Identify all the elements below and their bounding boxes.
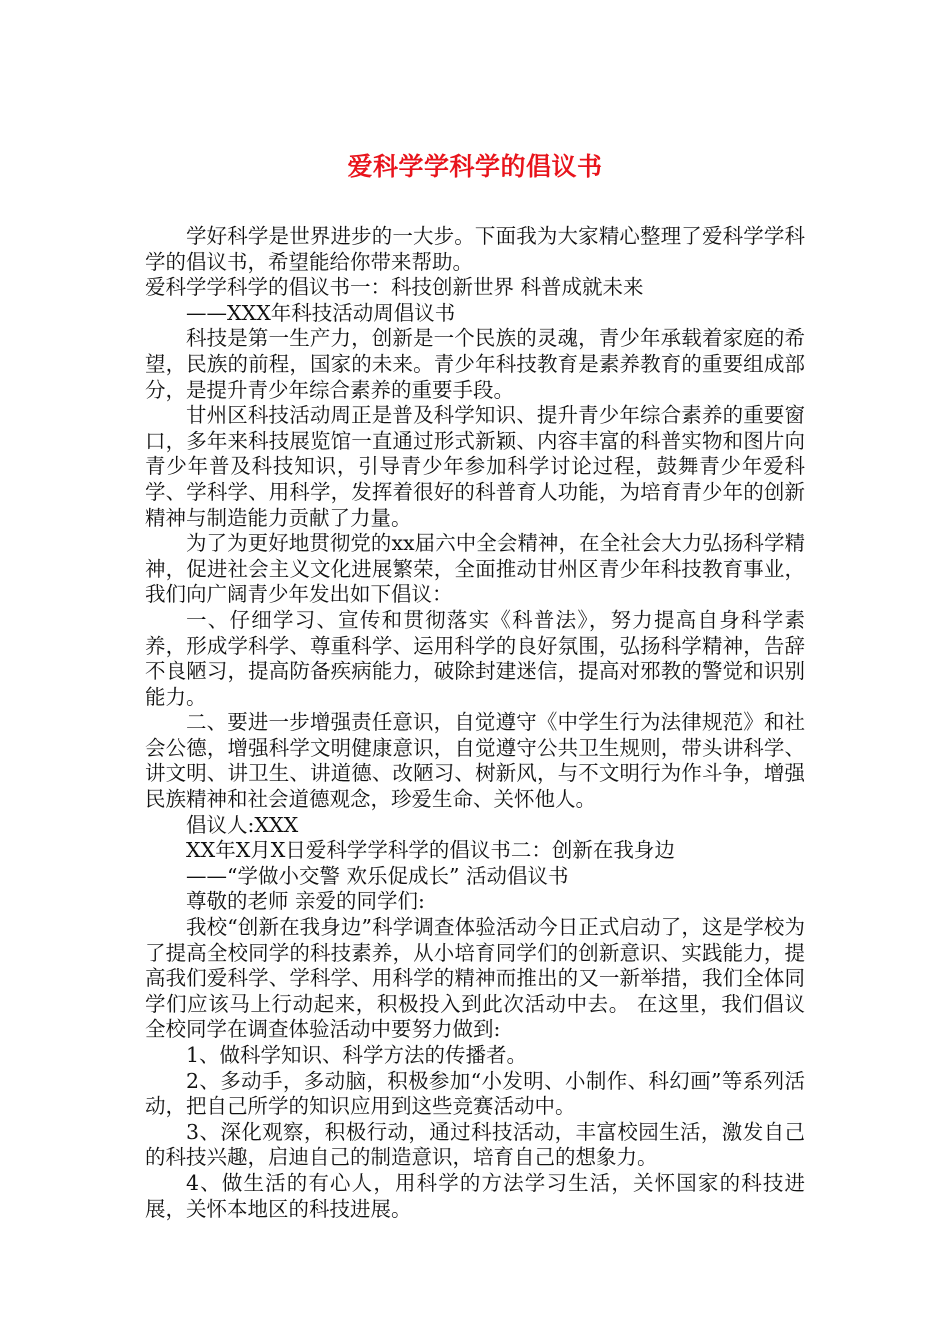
salutation: 尊敬的老师 亲爱的同学们: (186, 889, 425, 914)
list-item: 3、深化观察，积极行动，通过科技活动，丰富校园生活，激发自己的科技兴趣，启迪自己的制造意识，培育自己的想象力。 (145, 1119, 805, 1170)
section-heading-1: 爱科学学科学的倡议书一：科技创新世界 科普成就未来 (145, 275, 644, 300)
paragraph: 科技是第一生产力，创新是一个民族的灵魂，青少年承载着家庭的希望，民族的前程，国家的未来。青少年科技教育是素养教育的重要组成部分，是提升青少年综合素养的重要手段。 (145, 326, 805, 402)
document-title: 爱科学学科学的倡议书 (347, 151, 603, 181)
paragraph-intro: 学好科学是世界进步的一大步。下面我为大家精心整理了爱科学学科学的倡议书，希望能给你带来帮助。 (145, 224, 805, 274)
paragraph: 为了为更好地贯彻党的xx届六中全会精神，在全社会大力弘扬科学精神，促进社会主义文化进展繁荣，全面推动甘州区青少年科技教育事业，我们向广阔青少年发出如下倡议： (145, 531, 805, 607)
subtitle-2: ——“学做小交警 欢乐促成长” 活动倡议书 (186, 863, 569, 888)
date-and-section-heading-2: XX年X月X日爱科学学科学的倡议书二：创新在我身边 (186, 838, 675, 863)
paragraph: 甘州区科技活动周正是普及科学知识、提升青少年综合素养的重要窗口，多年来科技展览馆一直通过形式新颖、内容丰富的科普实物和图片向青少年普及科技知识，引导青少年参加科学讨论过程，鼓舞青少年爱科学、学科学、用科学，发挥着很好的科普育人功能，为培育青少年的创新精神与制造能力贡献了力量。 (145, 403, 805, 530)
proposal-item-2: 二、要进一步增强责任意识，自觉遵守《中学生行为法律规范》和社会公德，增强科学文明健康意识，自觉遵守公共卫生规则，带头讲科学、讲文明、讲卫生、讲道德、改陋习、树新风，与不文明行为作斗争，增强民族精神和社会道德观念，珍爱生命、关怀他人。 (145, 710, 805, 812)
subtitle-1: ——XXX年科技活动周倡议书 (186, 300, 456, 325)
document-body (145, 224, 805, 1222)
signature-line: 倡议人:XXX (186, 812, 299, 837)
list-item: 4、做生活的有心人，用科学的方法学习生活，关怀国家的科技进展，关怀本地区的科技进展。 (145, 1170, 805, 1221)
proposal-item-1: 一、仔细学习、宣传和贯彻落实《科普法》，努力提高自身科学素养，形成学科学、尊重科学、运用科学的良好氛围，弘扬科学精神，告辞不良陋习，提高防备疾病能力，破除封建迷信，提高对邪教的警觉和识别能力。 (145, 607, 805, 709)
list-item: 1、做科学知识、科学方法的传播者。 (186, 1043, 528, 1067)
list-item: 2、多动手，多动脑，积极参加“小发明、小制作、科幻画”等系列活动，把自己所学的知识应用到这些竞赛活动中。 (145, 1068, 805, 1119)
paragraph: 我校“创新在我身边”科学调查体验活动今日正式启动了，这是学校为了提高全校同学的科技素养，从小培育同学们的创新意识、实践能力，提高我们爱科学、学科学、用科学的精神而推出的又一新举措，我们全体同学们应该马上行动起来，积极投入到此次活动中去。 在这里，我们倡议全校同学在调查体验活动中要努力做到: (145, 915, 805, 1042)
